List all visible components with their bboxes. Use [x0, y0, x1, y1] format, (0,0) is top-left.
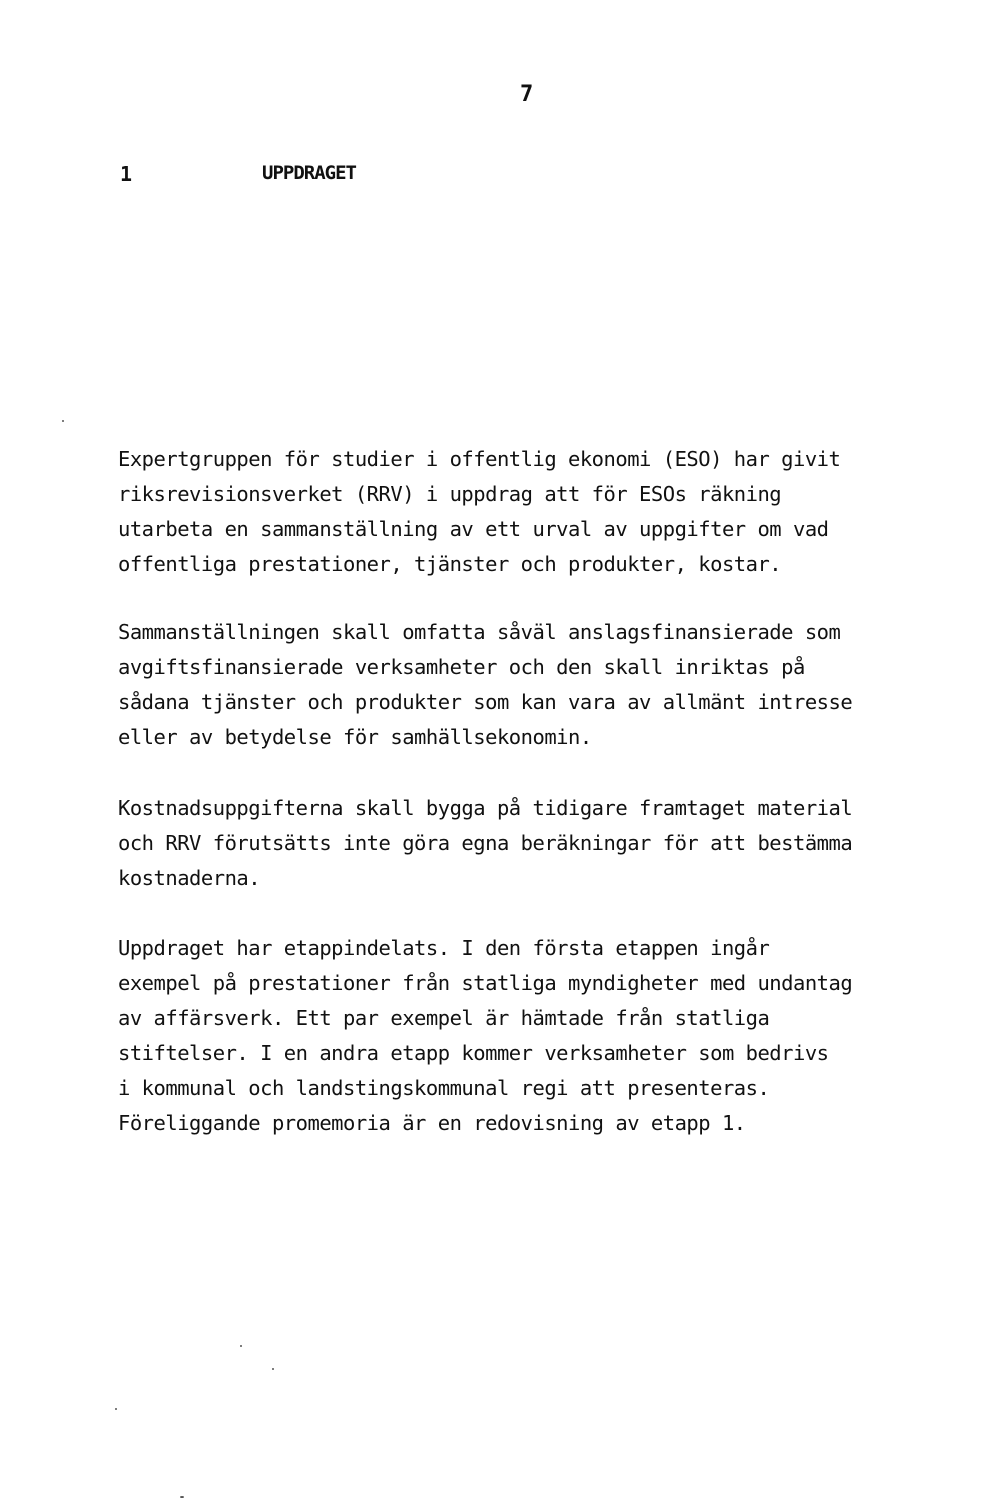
paragraph-line: i kommunal och landstingskommunal regi att presenteras.	[118, 1076, 770, 1100]
paragraph-line: Expertgruppen för studier i offentlig ekonomi (ESO) har givit	[118, 447, 841, 471]
paragraph-line: offentliga prestationer, tjänster och produkter, kostar.	[118, 552, 782, 576]
paragraph-4	[118, 931, 878, 1141]
paragraph-line: sådana tjänster och produkter som kan vara av allmänt intresse	[118, 690, 853, 714]
paragraph-line: Uppdraget har etappindelats. I den första etappen ingår	[118, 936, 770, 960]
scan-speck	[180, 1496, 184, 1498]
scan-speck	[272, 1368, 274, 1370]
paragraph-line: utarbeta en sammanställning av ett urval av uppgifter om vad	[118, 517, 829, 541]
paragraph-line: avgiftsfinansierade verksamheter och den skall inriktas på	[118, 655, 805, 679]
page-number: 7	[520, 82, 534, 107]
paragraph-line: kostnaderna.	[118, 866, 261, 890]
scan-speck	[62, 420, 64, 422]
paragraph-line: Sammanställningen skall omfatta såväl anslagsfinansierade som	[118, 620, 841, 644]
paragraph-line: eller av betydelse för samhällsekonomin.	[118, 725, 592, 749]
chapter-title: UPPDRAGET	[262, 162, 356, 184]
paragraph-2	[118, 615, 878, 755]
paragraph-line: och RRV förutsätts inte göra egna beräkningar för att bestämma	[118, 831, 853, 855]
paragraph-line: stiftelser. I en andra etapp kommer verksamheter som bedrivs	[118, 1041, 829, 1065]
paragraph-line: av affärsverk. Ett par exempel är hämtade från statliga	[118, 1006, 770, 1030]
paragraph-line: exempel på prestationer från statliga myndigheter med undantag	[118, 971, 853, 995]
scan-speck	[240, 1345, 242, 1347]
paragraph-line: Kostnadsuppgifterna skall bygga på tidigare framtaget material	[118, 796, 853, 820]
chapter-number: 1	[120, 162, 133, 186]
paragraph-3	[118, 791, 878, 896]
paragraph-line: Föreliggande promemoria är en redovisning av etapp 1.	[118, 1111, 746, 1135]
paragraph-line: riksrevisionsverket (RRV) i uppdrag att för ESOs räkning	[118, 482, 782, 506]
paragraph-1	[118, 442, 878, 582]
scan-speck	[115, 1408, 117, 1410]
